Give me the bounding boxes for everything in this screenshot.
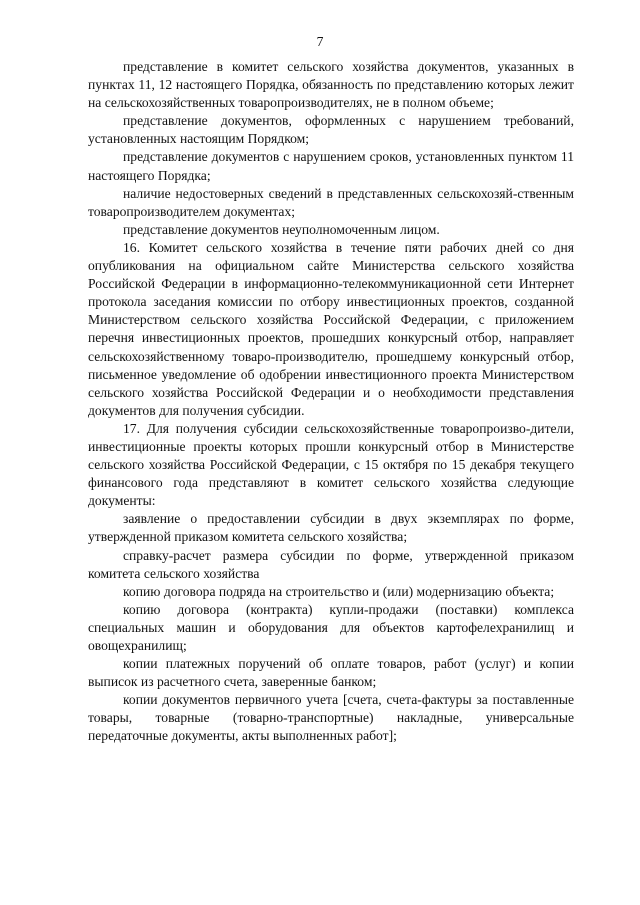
paragraph-payment-orders-copies: копии платежных поручений об оплате товаров, работ (услуг) и копии выписок из расчетного счета, заверенные банком; xyxy=(88,656,574,690)
paragraph-purchase-contract-copy: копию договора (контракта) купли-продажи (поставки) комплекса специальных машин и оборудования для объектов картофелехранилищ и овощехранилищ; xyxy=(88,601,574,653)
paragraph-incomplete-documents: представление в комитет сельского хозяйства документов, указанных в пунктах 11, 12 настоящего Порядка, обязанность по представлению которых лежит на сельскохозяйственных товаропроизводителях, не в полном объеме; xyxy=(88,59,574,111)
paragraph-primary-accounting-documents: копии документов первичного учета [счета, счета-фактуры за поставленные товары, товарные (товарно-транспортные) накладные, универсальные передаточные документы, акты выполненных работ]; xyxy=(88,692,574,744)
paragraph-documents-late: представление документов с нарушением сроков, установленных пунктом 11 настоящего Порядка; xyxy=(88,149,574,183)
paragraph-documents-violating-requirements: представление документов, оформленных с нарушением требований, установленных настоящим Порядком; xyxy=(88,113,574,147)
paragraph-calculation-certificate: справку-расчет размера субсидии по форме, утвержденной приказом комитета сельского хозяйства xyxy=(88,547,574,581)
paragraph-subsidy-application: заявление о предоставлении субсидии в двух экземплярах по форме, утвержденной приказом комитета сельского хозяйства; xyxy=(88,511,574,545)
paragraph-construction-contract-copy: копию договора подряда на строительство и (или) модернизацию объекта; xyxy=(123,583,555,599)
paragraph-item-17: 17. Для получения субсидии сельскохозяйственные товаропроизво-дители, инвестиционные проекты которых прошли конкурсный отбор в Министерстве сельского хозяйства Российской Федерации, с 15 октября по 15 декабря текущего финансового года представляют в комитет сельского хозяйства следующие документы: xyxy=(88,420,574,509)
paragraph-unauthorized-person: представление документов неуполномоченным лицом. xyxy=(123,221,440,237)
document-body xyxy=(88,58,574,746)
paragraph-item-16: 16. Комитет сельского хозяйства в течение пяти рабочих дней со дня опубликования на официальном сайте Министерства сельского хозяйства Российской Федерации в информационно-телекоммуникационной сети Интернет протокола заседания комиссии по отбору инвестиционных проектов, созданной Министерством сельского хозяйства Российской Федерации, с приложением перечня инвестиционных проектов, прошедших конкурсный отбор, направляет сельскохозяйственному товаро-производителю, прошедшему конкурсный отбор, письменное уведомление об одобрении инвестиционного проекта Министерством сельского хозяйства Российской Федерации и о необходимости представления документов для получения субсидии. xyxy=(88,239,574,418)
page-number: 7 xyxy=(316,34,324,49)
paragraph-unreliable-information: наличие недостоверных сведений в представленных сельскохозяй-ственным товаропроизводителем документах; xyxy=(88,185,574,219)
